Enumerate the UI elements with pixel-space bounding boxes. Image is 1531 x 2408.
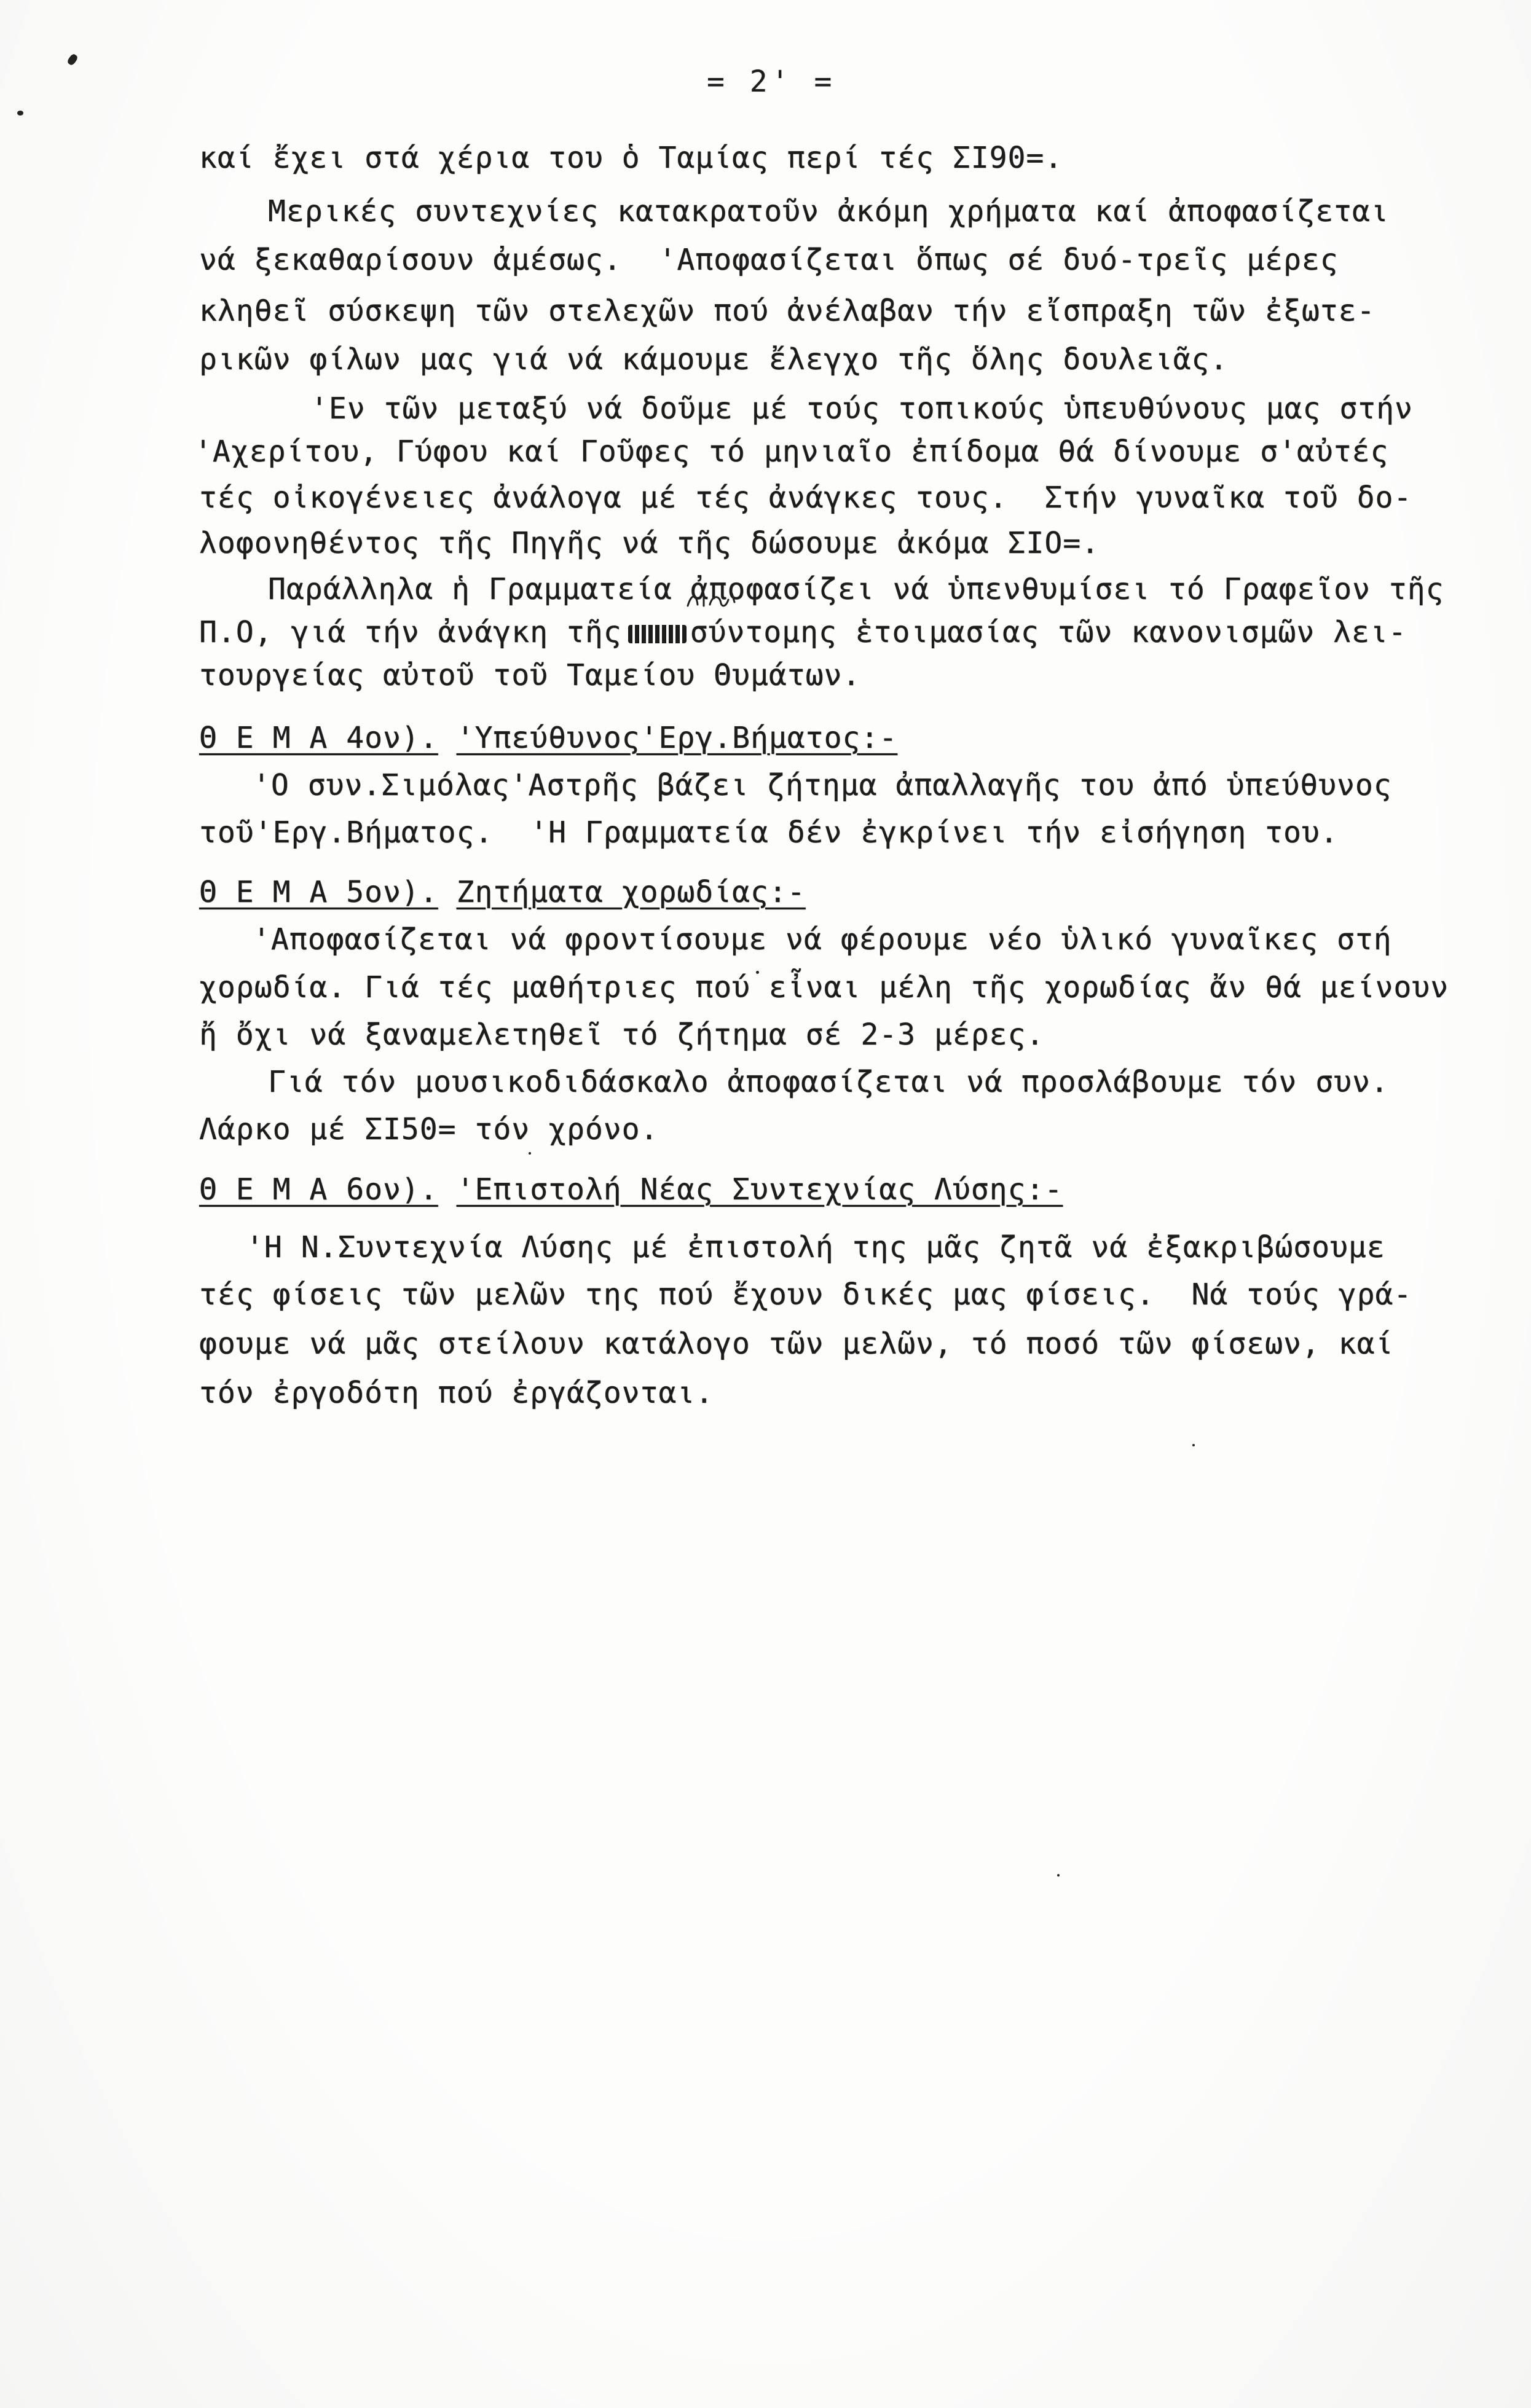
section-heading bbox=[199, 716, 897, 759]
text-line: Λάρκο μέ ΣΙ50= τόν χρόνο. bbox=[199, 1112, 659, 1147]
ink-speck-decoration bbox=[529, 1152, 531, 1155]
text-line: Γιά τόν μουσικοδιδάσκαλο ἀποφασίζεται νά προσλάβουμε τόν συν. bbox=[268, 1065, 1389, 1099]
text-line: νά ξεκαθαρίσουν ἀμέσως. 'Αποφασίζεται ὅπως σέ δυό-τρεῖς μέρες bbox=[199, 243, 1339, 277]
text-fragment: Π.Ο, γιά τήν ἀνάγκη τῆς bbox=[199, 615, 622, 649]
text-line: 'Ο συν.Σιμόλας'Αστρῆς βάζει ζήτημα ἀπαλλαγῆς του ἀπό ὑπεύθυνος bbox=[253, 768, 1392, 802]
section-heading bbox=[199, 1168, 1063, 1211]
text-line: Παράλληλα ἡ Γραμματεία ἀποφασίζει νά ὑπενθυμίσει τό Γραφεῖον τῆς bbox=[268, 572, 1444, 606]
heading-title: 'Επιστολή Νέας Συντεχνίας Λύσης:- bbox=[456, 1172, 1063, 1207]
text-line: τοῦ'Εργ.Βήματος. 'Η Γραμματεία δέν ἐγκρίνει τήν εἰσήγηση του. bbox=[199, 815, 1339, 850]
text-fragment: σύντομης ἑτοιμασίας τῶν κανονισμῶν λει- bbox=[690, 615, 1407, 649]
text-line: 'Αποφασίζεται νά φροντίσουμε νά φέρουμε νέο ὑλικό γυναῖκες στή bbox=[253, 922, 1392, 957]
text-line: ἤ ὄχι νά ξαναμελετηθεῖ τό ζήτημα σέ 2-3 μέρες. bbox=[199, 1018, 1045, 1052]
text-line: 'Η Ν.Συντεχνία Λύσης μέ ἐπιστολή της μᾶς ζητᾶ νά ἐξακριβώσουμε bbox=[246, 1230, 1385, 1265]
text-line: 'Αχερίτου, Γύφου καί Γοῦφες τό μηνιαῖο ἐπίδομα θά δίνουμε σ'αὐτές bbox=[194, 434, 1389, 469]
text-line: καί ἔχει στά χέρια του ὁ Ταμίας περί τές ΣΙ90=. bbox=[199, 141, 1063, 175]
heading-label: Θ Ε Μ Α 4ον). bbox=[199, 721, 438, 755]
text-line: κληθεῖ σύσκεψη τῶν στελεχῶν πού ἀνέλαβαν τήν εἴσπραξη τῶν ἐξωτε- bbox=[199, 294, 1376, 328]
text-line: τόν ἐργοδότη πού ἐργάζονται. bbox=[199, 1376, 714, 1410]
ink-speck-decoration bbox=[1192, 1444, 1195, 1446]
handwritten-correction-mark bbox=[685, 589, 741, 611]
heading-title: 'Υπεύθυνος'Εργ.Βήματος:- bbox=[456, 721, 898, 755]
text-line: 'Εν τῶν μεταξύ νά δοῦμε μέ τούς τοπικούς ὑπευθύνους μας στήν bbox=[310, 391, 1413, 426]
heading-title: Ζητήματα χορωδίας:- bbox=[456, 875, 806, 909]
text-line: τές φίσεις τῶν μελῶν της πού ἔχουν δικές μας φίσεις. Νά τούς γρά- bbox=[199, 1277, 1412, 1312]
page-number: = 2' = bbox=[707, 65, 836, 99]
ink-speck-decoration bbox=[1057, 1874, 1060, 1877]
text-line: Μερικές συντεχνίες κατακρατοῦν ἀκόμη χρήματα καί ἀποφασίζεται bbox=[268, 194, 1389, 229]
heading-label: Θ Ε Μ Α 6ον). bbox=[199, 1172, 438, 1207]
ink-mark-decoration bbox=[66, 53, 79, 66]
text-line: λοφονηθέντος τῆς Πηγῆς νά τῆς δώσουμε ἀκόμα ΣΙΟ=. bbox=[199, 526, 1100, 560]
text-line: τουργείας αὐτοῦ τοῦ Ταμείου Θυμάτων. bbox=[199, 658, 861, 692]
struck-out-word bbox=[628, 625, 687, 643]
text-line-with-strikeout bbox=[199, 611, 1407, 654]
section-heading bbox=[199, 871, 806, 914]
text-line: ρικῶν φίλων μας γιά νά κάμουμε ἔλεγχο τῆς ὅλης δουλειᾶς. bbox=[199, 342, 1229, 377]
text-line: χορωδία. Γιά τές μαθήτριες πού εἶναι μέλη τῆς χορωδίας ἄν θά μείνουν bbox=[199, 970, 1449, 1005]
ink-speck-decoration bbox=[17, 111, 23, 116]
text-line: φουμε νά μᾶς στείλουν κατάλογο τῶν μελῶν, τό ποσό τῶν φίσεων, καί bbox=[199, 1327, 1394, 1361]
text-line: τές οἰκογένειες ἀνάλογα μέ τές ἀνάγκες τους. Στήν γυναῖκα τοῦ δο- bbox=[199, 480, 1412, 515]
heading-label: Θ Ε Μ Α 5ον). bbox=[199, 875, 438, 909]
